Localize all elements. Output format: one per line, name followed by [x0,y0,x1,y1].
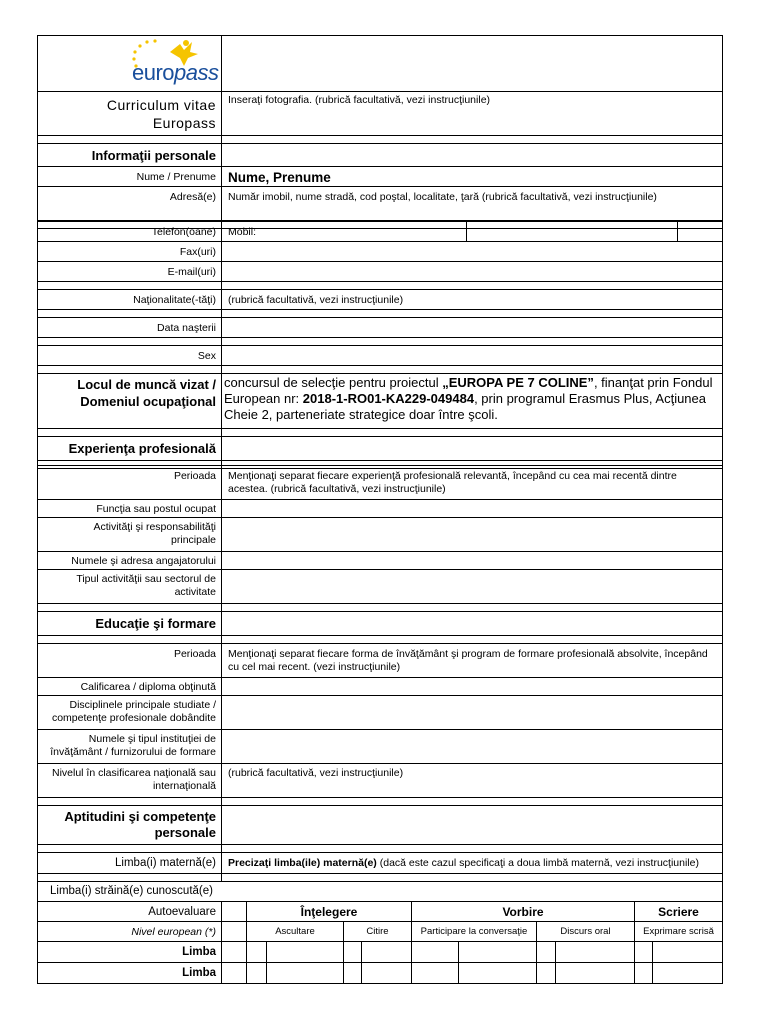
activities-label [37,517,222,552]
production-level-cell[interactable] [536,941,556,963]
institution-label-line1: Numele şi tipul instituţiei de [88,733,216,745]
sector-label-line1: Tipul activităţii sau sectorul de [76,573,216,585]
writing-desc-cell[interactable] [652,962,723,984]
nationality-field[interactable]: (rubrică facultativă, vezi instrucţiunile) [222,289,723,310]
phone-label: Telefon(oane) [37,221,222,242]
function-field[interactable] [222,499,723,518]
target-text-c: , finanţat prin Fondul [593,375,713,390]
institution-label-line2: învăţământ / furnizorului de formare [50,746,216,758]
institution-label [37,729,222,764]
section-experience-value [222,436,723,461]
self-assessment-label: Autoevaluare [37,901,222,922]
production-header: Discurs oral [536,921,635,942]
address-label: Adresă(e) [37,186,222,221]
mother-tongue-field[interactable] [222,852,723,874]
sex-label: Sex [37,345,222,366]
europass-logo: europass [132,60,219,85]
experience-period-line1: Menţionaţi separat fiecare experienţă profesională relevantă, începând cu cea mai recentă dintre [228,470,677,482]
target-project-name: „EUROPA PE 7 COLINE” [442,375,594,390]
cv-title-line1: Curriculum vitae [106,97,216,113]
listening-level-cell[interactable] [246,941,267,963]
listening-desc-cell[interactable] [266,962,344,984]
reading-level-cell[interactable] [343,962,362,984]
grid-cell[interactable] [221,962,247,984]
logo-cell [37,35,222,92]
level-label-line2: internaţională [152,780,216,792]
language-row-label: Limba [37,962,222,984]
cv-title-line2: Europass [152,115,216,131]
language-row [37,941,723,963]
listening-desc-cell[interactable] [266,941,344,963]
interaction-desc-cell[interactable] [458,962,537,984]
education-period-field[interactable] [222,643,723,678]
logo-right-cell [221,35,723,92]
target-job-label-line1 [41,376,216,393]
section-experience: Experienţa profesională [37,436,222,461]
email-field[interactable] [222,261,723,282]
understanding-header: Înţelegere [246,901,412,922]
interaction-header: Participare la conversaţie [411,921,537,942]
activities-label-line1: Activităţi şi responsabilităţi [93,521,216,533]
section-skills [37,805,222,845]
fax-label: Fax(uri) [37,241,222,262]
phone-extra-field[interactable] [677,221,723,242]
qualification-field[interactable] [222,677,723,696]
education-period-label: Perioada [37,643,222,678]
name-label: Nume / Prenume [37,166,222,187]
language-row [37,962,723,984]
level-field[interactable]: (rubrică facultativă, vezi instrucţiunile) [222,763,723,798]
education-period-line1: Menţionaţi separat fiecare forma de învăţământ şi program de formare profesională absolvite, începând [228,648,708,660]
cv-form [37,35,723,985]
sex-field[interactable] [222,345,723,366]
section-education: Educaţie şi formare [37,611,222,636]
phone-field[interactable] [221,221,467,242]
writing-header: Scriere [634,901,723,922]
experience-period-label: Perioada [37,465,222,500]
european-level-label: Nivel european (*) [37,921,222,942]
nationality-label: Naţionalitate(-tăţi) [37,289,222,310]
language-row-label: Limba [37,941,222,963]
listening-header: Ascultare [246,921,344,942]
cv-title [37,91,222,136]
name-field[interactable]: Nume, Prenume [222,166,723,187]
target-job-field[interactable] [222,373,723,429]
reading-desc-cell[interactable] [361,962,412,984]
interaction-desc-cell[interactable] [458,941,537,963]
address-field[interactable]: Număr imobil, nume stradă, cod poştal, localitate, ţară (rubrică facultativă, vezi instrucţiunile) [222,186,723,221]
level-label [37,763,222,798]
sector-label-line2: activitate [174,586,216,598]
function-label: Funcţia sau postul ocupat [37,499,222,518]
level-label-line1: Nivelul în clasificarea naţională sau [51,767,216,779]
activities-label-line2: principale [171,534,216,546]
section-personal-info: Informaţii personale [37,143,222,167]
target-text-g: Cheie 2, parteneriate strategice doar între şcoli. [224,407,498,422]
writing-level-cell[interactable] [634,962,653,984]
production-desc-cell[interactable] [555,941,635,963]
production-level-cell[interactable] [536,962,556,984]
experience-period-field[interactable] [222,465,723,500]
institution-field[interactable] [222,729,723,764]
education-period-line2: cu cel mai recent. (vezi instrucţiunile) [228,661,401,673]
target-text-a: concursul de selecţie pentru proiectul [224,375,443,390]
employer-field[interactable] [222,551,723,570]
reading-desc-cell[interactable] [361,941,412,963]
grid-cell [221,921,247,942]
reading-header: Citire [343,921,412,942]
target-project-number: 2018-1-RO01-KA229-049484 [302,391,475,406]
activities-field[interactable] [222,517,723,552]
employer-label: Numele şi adresa angajatorului [37,551,222,570]
logo-row [37,35,723,92]
section-education-value [222,611,723,636]
production-desc-cell[interactable] [555,962,635,984]
target-job-label-line1-text: Locul de muncă vizat / [77,377,216,392]
mobile-field[interactable] [466,221,678,242]
written-header: Exprimare scrisă [634,921,723,942]
birth-date-label: Data naşterii [37,317,222,338]
qualification-label: Calificarea / diploma obţinută [37,677,222,696]
target-text-d: European nr: [224,391,303,406]
speaking-header: Vorbire [411,901,635,922]
language-grid-header [37,901,723,922]
section-skills-line2: personale [154,825,216,840]
mother-tongue-label: Limba(i) maternă(e) [37,852,222,874]
grid-cell [221,901,247,922]
target-job-label-line2: Domeniul ocupaţional [80,394,216,409]
sector-field[interactable] [222,569,723,604]
photo-placeholder[interactable]: Inseraţi fotografia. (rubrică facultativă, vezi instrucţiunile) [222,91,723,136]
listening-level-cell[interactable] [246,962,267,984]
fax-field[interactable] [222,241,723,262]
target-job-label [37,373,222,429]
birth-date-field[interactable] [222,317,723,338]
writing-level-cell[interactable] [634,941,653,963]
target-text-f: , prin programul Erasmus Plus, Acţiunea [474,391,706,406]
section-personal-info-value [222,143,723,167]
mother-tongue-rest: (dacă este cazul specificaţi a doua limbă maternă, vezi instrucţiunile) [376,857,699,869]
interaction-level-cell[interactable] [411,962,459,984]
section-skills-line1: Aptitudini şi competenţe [64,809,216,824]
sector-label [37,569,222,604]
grid-cell[interactable] [221,941,247,963]
reading-level-cell[interactable] [343,941,362,963]
subjects-label-line2: competenţe profesionale dobândite [51,712,216,724]
subjects-label-line1: Disciplinele principale studiate / [69,699,216,711]
mother-tongue-bold: Precizaţi limba(ile) maternă(e) [228,857,377,869]
section-skills-value [222,805,723,845]
writing-desc-cell[interactable] [652,941,723,963]
foreign-languages-label: Limba(i) străină(e) cunoscută(e) [37,881,723,902]
subjects-label [37,695,222,730]
mobile-label: Mobil: [228,226,257,238]
experience-period-line2: acestea. (rubrică facultativă, vezi instrucţiunile) [228,483,446,495]
email-label: E-mail(uri) [37,261,222,282]
subjects-field[interactable] [222,695,723,730]
interaction-level-cell[interactable] [411,941,459,963]
